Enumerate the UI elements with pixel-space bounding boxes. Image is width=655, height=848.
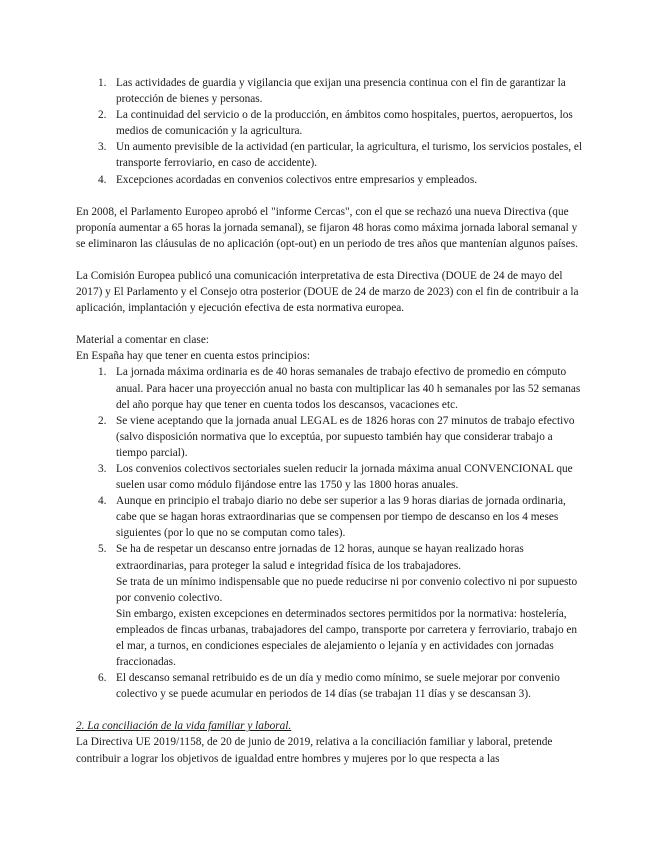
spain-intro: En España hay que tener en cuenta estos principios:: [76, 350, 311, 363]
list-item: [76, 139, 583, 171]
list-item: [76, 107, 583, 139]
list-number: 6.: [98, 672, 107, 685]
list-item: [76, 461, 583, 493]
list-item: [76, 413, 583, 461]
list-item-text: Aunque en principio el trabajo diario no debe ser superior a las 9 horas diarias de jornada ordinaria, cabe que se hagan horas extraordinarias que se compensen por tiempo de descanso en los 4 meses siguientes (por lo que no se computan como tales).: [116, 495, 566, 540]
list-item-text-continued: Se trata de un mínimo indispensable que no puede reducirse ni por convenio colectivo ni por supuesto por convenio colectivo.: [116, 575, 578, 604]
material-label: Material a comentar en clase:: [76, 334, 209, 347]
list-number: 4.: [98, 495, 107, 508]
list-number: 1.: [98, 77, 107, 89]
list-item-text: La continuidad del servicio o de la producción, en ámbitos como hospitales, puertos, aeropuertos, los medios de comunicación y la agricultura.: [116, 109, 573, 138]
spacer: [76, 252, 583, 268]
section-heading: 2. La conciliación de la vida familiar y laboral.: [76, 720, 292, 733]
list-item-text: Las actividades de guardia y vigilancia que exijan una presencia continua con el fin de garantizar la protección de bienes y personas.: [116, 77, 566, 106]
list-item: [76, 75, 583, 107]
list-item: [76, 364, 583, 412]
list-number: 1.: [98, 366, 107, 379]
list-number: 4.: [98, 173, 107, 186]
list-item-text-exceptions: Sin embargo, existen excepciones en determinados sectores permitidos por la normativa: hostelería, empleados de fincas urbanas, trabajadores del campo, transporte por carretera y ferroviario, trabajo en el mar, a turnos, en condiciones especiales de alejamiento o lejanía y en actividades con jornadas fraccionadas.: [116, 607, 578, 669]
list-number: 2.: [98, 109, 107, 122]
list-item: [76, 172, 583, 188]
paragraph-cercas-report: En 2008, el Parlamento Europeo aprobó el "informe Cercas", con el que se rechazó una nueva Directiva (que proponía aumentar a 65 horas la jornada semanal), se fijaron 48 horas como máxima jornada laboral semanal y se eliminaron las cláusulas de no aplicación (opt-out) en un periodo de tres años que mantenían algunos países.: [76, 205, 578, 250]
spacer: [76, 316, 583, 332]
principles-list: [76, 364, 583, 702]
list-item-text: Los convenios colectivos sectoriales suelen reducir la jornada máxima anual CONVENCIONAL que suelen usar como módulo fijándose entre las 1750 y las 1800 horas anuales.: [116, 462, 573, 492]
paragraph-commission: La Comisión Europea publicó una comunicación interpretativa de esta Directiva (DOUE de 24 de mayo del 2017) y El Parlamento y el Consejo otra posterior (DOUE de 24 de marzo de 2023) con el fin de contribuir a la aplicación, implantación y ejecución efectiva de esta normativa europea.: [76, 269, 579, 315]
list-item-text: Excepciones acordadas en convenios colectivos entre empresarios y empleados.: [116, 173, 478, 186]
list-number: 3.: [98, 141, 107, 154]
list-item-text: Se ha de respetar un descanso entre jornadas de 12 horas, aunque se hayan realizado horas extraordinarias, para proteger la salud e integridad física de los trabajadores.: [116, 543, 524, 572]
list-item: [76, 493, 583, 541]
spacer: [76, 702, 583, 718]
list-item-text: Se viene aceptando que la jornada anual LEGAL es de 1826 horas con 27 minutos de trabajo efectivo (salvo disposición normativa que lo exceptúa, por supuesto también hay que considerar trabajo a tiempo parcial).: [116, 414, 575, 459]
list-number: 2.: [98, 414, 107, 427]
list-item-text: La jornada máxima ordinaria es de 40 horas semanales de trabajo efectivo de promedio en cómputo anual. Para hacer una proyección anual no basta con multiplicar las 40 h semanales por las 52 semanas del año porque hay que tener en cuenta todos los descansos, vacaciones etc.: [116, 366, 581, 411]
list-item: [76, 541, 583, 670]
list-number: 3.: [98, 462, 107, 475]
paragraph-directive: La Directiva UE 2019/1158, de 20 de junio de 2019, relativa a la conciliación familiar y laboral, pretende contribuir a lograr los objetivos de igualdad entre hombres y mujeres por lo que respecta a las: [76, 736, 553, 765]
list-item-text: Un aumento previsible de la actividad (en particular, la agricultura, el turismo, los servicios postales, el transporte ferroviario, en caso de accidente).: [116, 141, 583, 170]
exceptions-list: [76, 75, 583, 188]
list-number: 5.: [98, 543, 107, 556]
spacer: [76, 188, 583, 204]
list-item-text: El descanso semanal retribuido es de un día y medio como mínimo, se suele mejorar por convenio colectivo y se puede acumular en periodos de 14 días (se trabajan 11 días y se descansan 3).: [116, 672, 560, 701]
list-item: [76, 670, 583, 702]
